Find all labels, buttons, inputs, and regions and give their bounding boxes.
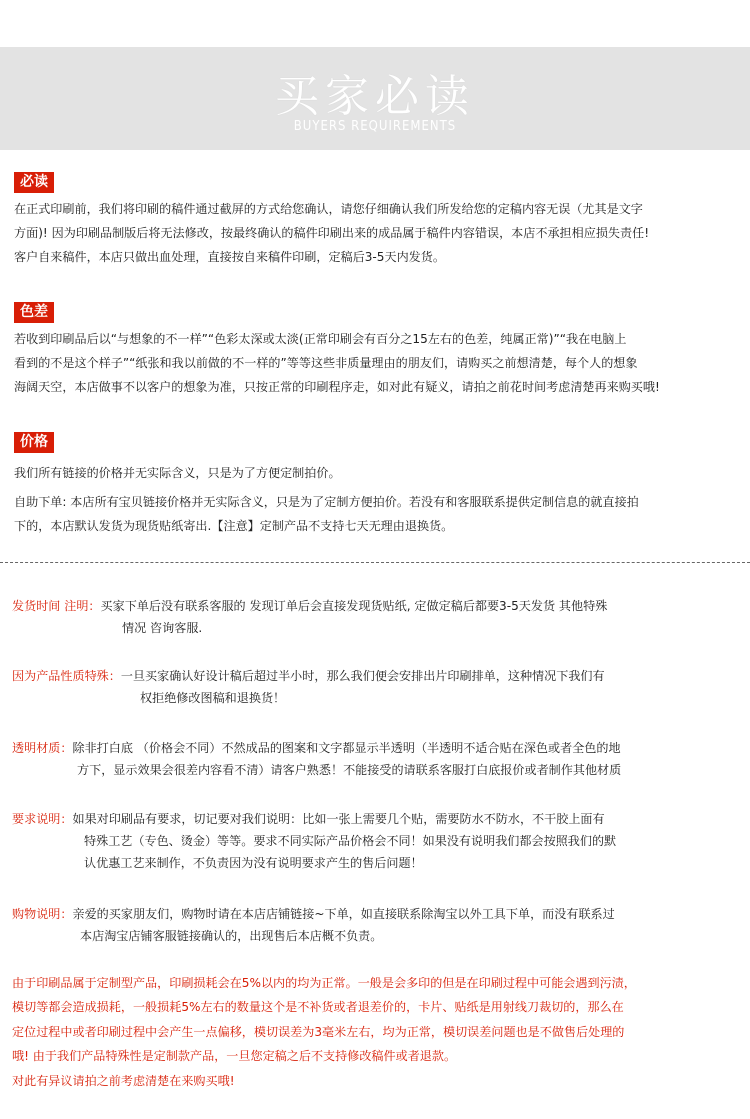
rule-text: 买家下单后没有联系客服的 发现订单后会直接发现货贴纸, 定做定稿后都要3-5天发货 其他特殊 [100,599,608,613]
text-line: 方面)! 因为印刷品制版后将无法修改，按最终确认的稿件印刷出来的成品属于稿件内容错误，本店不承担相应损失责任! [14,226,650,240]
closing-notice [12,971,742,1093]
rule-label: 购物说明： [12,907,73,921]
text-line: 若收到印刷品后以“与想象的不一样”“色彩太深或太淡(正常印刷会有百分之15左右的色差，纯属正常)”“我在电脑上 [14,332,627,346]
notice-line: 对此有异议请拍之前考虑清楚在来购买哦! [12,1073,235,1088]
rule-text-cont: 特殊工艺（专色、烫金）等等。要求不同实际产品价格会不同！如果没有说明我们都会按照我们的默 [84,834,617,848]
rule-label: 发货时间 注明： [12,599,101,613]
rule-label: 要求说明： [12,812,73,826]
notice-line: 由于印刷品属于定制型产品，印刷损耗会在5%以内的均为正常。一般是会多印的但是在印刷过程中可能会遇到污渍， [12,976,636,990]
notice-line: 哦! 由于我们产品特殊性是定制款产品，一旦您定稿之后不支持修改稿件或者退款。 [12,1049,457,1064]
banner-subtitle: BUYERS REQUIREMENTS [293,119,457,134]
rule-label: 因为产品性质特殊： [12,669,121,683]
text-line: 在正式印刷前，我们将印刷的稿件通过截屏的方式给您确认，请您仔细确认我们所发给您的定稿内容无误（尤其是文字 [14,202,643,216]
section-body [14,197,738,269]
text-line: 客户自来稿件，本店只做出血处理，直接按自来稿件印刷，定稿后3-5天内发货。 [14,250,445,264]
text-line: 自助下单: 本店所有宝贝链接价格并无实际含义，只是为了定制方便拍价。若没有和客服联系提供定制信息的就直接拍 [14,495,639,509]
rule-text: 一旦买家确认好设计稿后超过半小时，那么我们便会安排出片印刷排单，这种情况下我们有 [120,669,605,683]
rule-text-cont: 方下，显示效果会很差内容看不清）请客户熟悉！不能接受的请联系客服打白底报价或者制作其他材质 [77,763,622,777]
rule-shipping-time [12,595,742,639]
text-line: 海阔天空，本店做事不以客户的想象为准，只按正常的印刷程序走，如对此有疑义，请拍之前花时间考虑清楚再来购买哦! [14,380,660,394]
rule-text: 除非打白底 （价格会不同）不然成品的图案和文字都显示半透明（半透明不适合贴在深色或者全色的地 [72,741,621,755]
rule-shopping [12,903,742,947]
header-banner [0,47,750,150]
rule-text: 如果对印刷品有要求，切记要对我们说明：比如一张上需要几个贴，需要防水不防水，不干胶上面有 [72,812,605,826]
section-tag: 必读 [14,172,54,193]
rule-requirements [12,808,742,874]
banner-title: 买家必读 [275,71,475,122]
notice-line: 模切等都会造成损耗，一般损耗5%左右的数量这个是不补货或者退差价的，卡片、贴纸是用射线刀裁切的，那么在 [12,1000,624,1015]
rule-text-cont: 本店淘宝店铺客服链接确认的，出现售后本店概不负责。 [80,929,383,943]
notice-line: 定位过程中或者印刷过程中会产生一点偏移，模切误差为3毫米左右，均为正常，模切误差问题也是不做售后处理的 [12,1024,625,1039]
dashed-divider [0,562,750,563]
text-line: 看到的不是这个样子”“纸张和我以前做的不一样的”等等这些非质量理由的朋友们，请购买之前想清楚，每个人的想象 [14,356,638,370]
rule-text-cont: 认优惠工艺来制作，不负责因为没有说明要求产生的售后问题！ [84,856,423,870]
section-tag: 色差 [14,302,54,323]
rule-text-cont: 情况 咨询客服. [122,621,203,635]
rule-transparent-material [12,737,742,781]
section-tag: 价格 [14,432,54,453]
text-line: 我们所有链接的价格并无实际含义，只是为了方便定制拍价。 [14,466,341,480]
section-body [14,461,738,538]
rule-text-cont: 权拒绝修改图稿和退换货！ [140,691,286,705]
rule-label: 透明材质： [12,741,73,755]
rule-text: 亲爱的买家朋友们，购物时请在本店店铺链接~下单，如直接联系除淘宝以外工具下单，而没有联系过 [72,907,615,921]
text-line: 下的，本店默认发货为现货贴纸寄出.【注意】定制产品不支持七天无理由退换货。 [14,519,454,533]
section-body [14,327,738,399]
rule-product-nature [12,665,742,709]
